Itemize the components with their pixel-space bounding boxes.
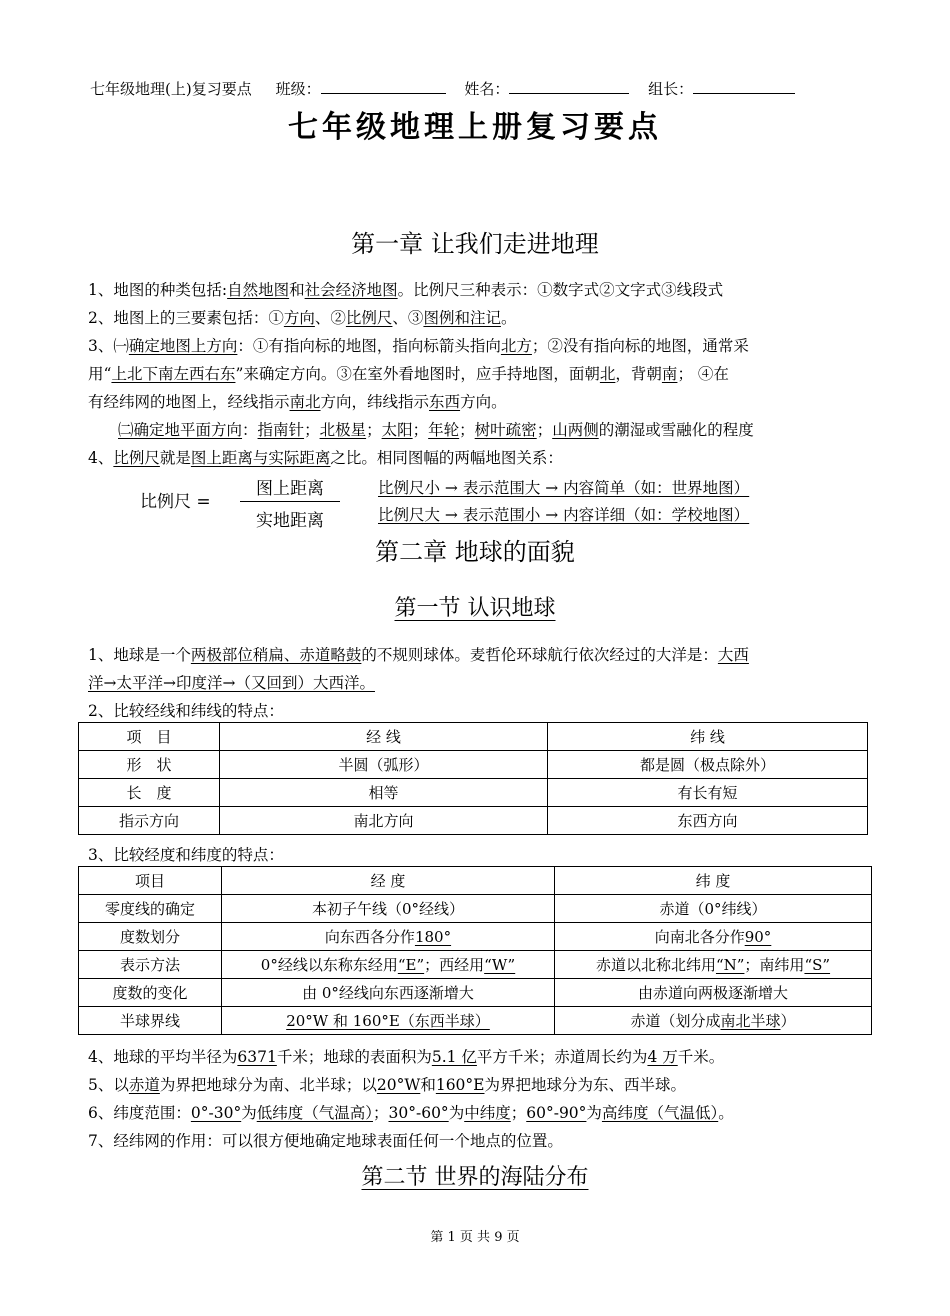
ch2-para-5: 5、以赤道为界把地球分为南、北半球；以20°W和160°E为界把地球分为东、西半球。 [88, 1076, 686, 1094]
ch2-para-7: 7、经纬网的作用：可以很方便地确定地球表面任何一个地点的位置。 [88, 1132, 563, 1150]
ch2-para-2: 2、比较经线和纬线的特点： [88, 702, 284, 720]
page-footer: 第 1 页 共 9 页 [430, 1230, 520, 1245]
ch1-line-3: 3、㈠确定地图上方向：①有指向标的地图，指向标箭头指向北方；②没有指向标的地图，通常采 [88, 337, 749, 355]
table-row: 半球界线 20°W 和 160°E（东西半球） 赤道（划分成南北半球） [79, 1007, 872, 1035]
longitude-latitude-table [78, 866, 872, 1035]
ch1-line-4: 用“上北下南左西右东”来确定方向。③在室外看地图时，应手持地图，面朝北，背朝南； ④在 [88, 365, 729, 383]
ch1-line-2: 2、地图上的三要素包括：①方向、②比例尺、③图例和注记。 [88, 309, 517, 327]
section1-title: 第一节 认识地球 [394, 596, 556, 621]
leader-label: 组长： [648, 80, 694, 98]
ch1-line-7: 4、比例尺就是图上距离与实际距离之比。相同图幅的两幅地图关系： [88, 449, 563, 467]
fraction-numerator: 图上距离 [240, 474, 340, 502]
table-row: 度数划分 向东西各分作180° 向南北各分作90° [79, 923, 872, 951]
table-row: 表示方法 0°经线以东称东经用“E”；西经用“W” 赤道以北称北纬用“N”；南纬用“S” [79, 951, 872, 979]
table-row: 项目 经 度 纬 度 [79, 867, 872, 895]
ch1-line-1: 1、地图的种类包括:自然地图和社会经济地图。比例尺三种表示：①数字式②文字式③线段式 [88, 281, 724, 299]
table-row: 形 状 半圆（弧形） 都是圆（极点除外） [79, 751, 868, 779]
table-row: 零度线的确定 本初子午线（0°经线） 赤道（0°纬线） [79, 895, 872, 923]
class-label: 班级： [275, 80, 321, 98]
ch2-para-6: 6、纬度范围：0°-30°为低纬度（气温高）；30°-60°为中纬度；60°-90°为高纬度（气温低）。 [88, 1104, 734, 1122]
ch1-line-6: ㈡确定地平面方向：指南针；北极星；太阳；年轮；树叶疏密；山两侧的潮湿或雪融化的程度 [118, 421, 754, 439]
section2-title: 第二节 世界的海陆分布 [361, 1165, 589, 1190]
table-row: 度数的变化 由 0°经线向东西逐渐增大 由赤道向两极逐渐增大 [79, 979, 872, 1007]
scale-relation-small: 比例尺小 → 表示范围大 → 内容简单（如：世界地图） [378, 479, 750, 497]
chapter2-title: 第二章 地球的面貌 [375, 538, 575, 566]
table-row: 项 目 经 线 纬 线 [79, 723, 868, 751]
scale-formula-label: 比例尺 = [140, 492, 211, 512]
table-row: 指示方向 南北方向 东西方向 [79, 807, 868, 835]
ch2-para-1: 1、地球是一个两极部位稍扁、赤道略鼓的不规则球体。麦哲伦环球航行依次经过的大洋是：大西 [88, 646, 749, 664]
fraction-denominator: 实地距离 [256, 511, 324, 531]
name-blank [509, 79, 629, 94]
name-label: 姓名： [464, 80, 510, 98]
ch1-line-5: 有经纬网的地图上，经线指示南北方向，纬线指示东西方向。 [88, 393, 507, 411]
meridian-parallel-table [78, 722, 868, 835]
table-row: 长 度 相等 有长有短 [79, 779, 868, 807]
page-header [90, 78, 870, 99]
scale-fraction [240, 474, 340, 531]
course-label: 七年级地理(上)复习要点 [90, 80, 252, 98]
scale-relation-large: 比例尺大 → 表示范围小 → 内容详细（如：学校地图） [378, 506, 750, 524]
page-title: 七年级地理上册复习要点 [288, 110, 662, 145]
leader-blank [693, 79, 795, 94]
chapter1-title: 第一章 让我们走进地理 [351, 230, 599, 258]
class-blank [321, 79, 446, 94]
ch2-para-3: 3、比较经度和纬度的特点： [88, 846, 284, 864]
ch2-para-1b: 洋→太平洋→印度洋→（又回到）大西洋。 [88, 674, 375, 692]
ch2-para-4: 4、地球的平均半径为6371千米；地球的表面积为5.1 亿平方千米；赤道周长约为4 万千米。 [88, 1048, 725, 1066]
